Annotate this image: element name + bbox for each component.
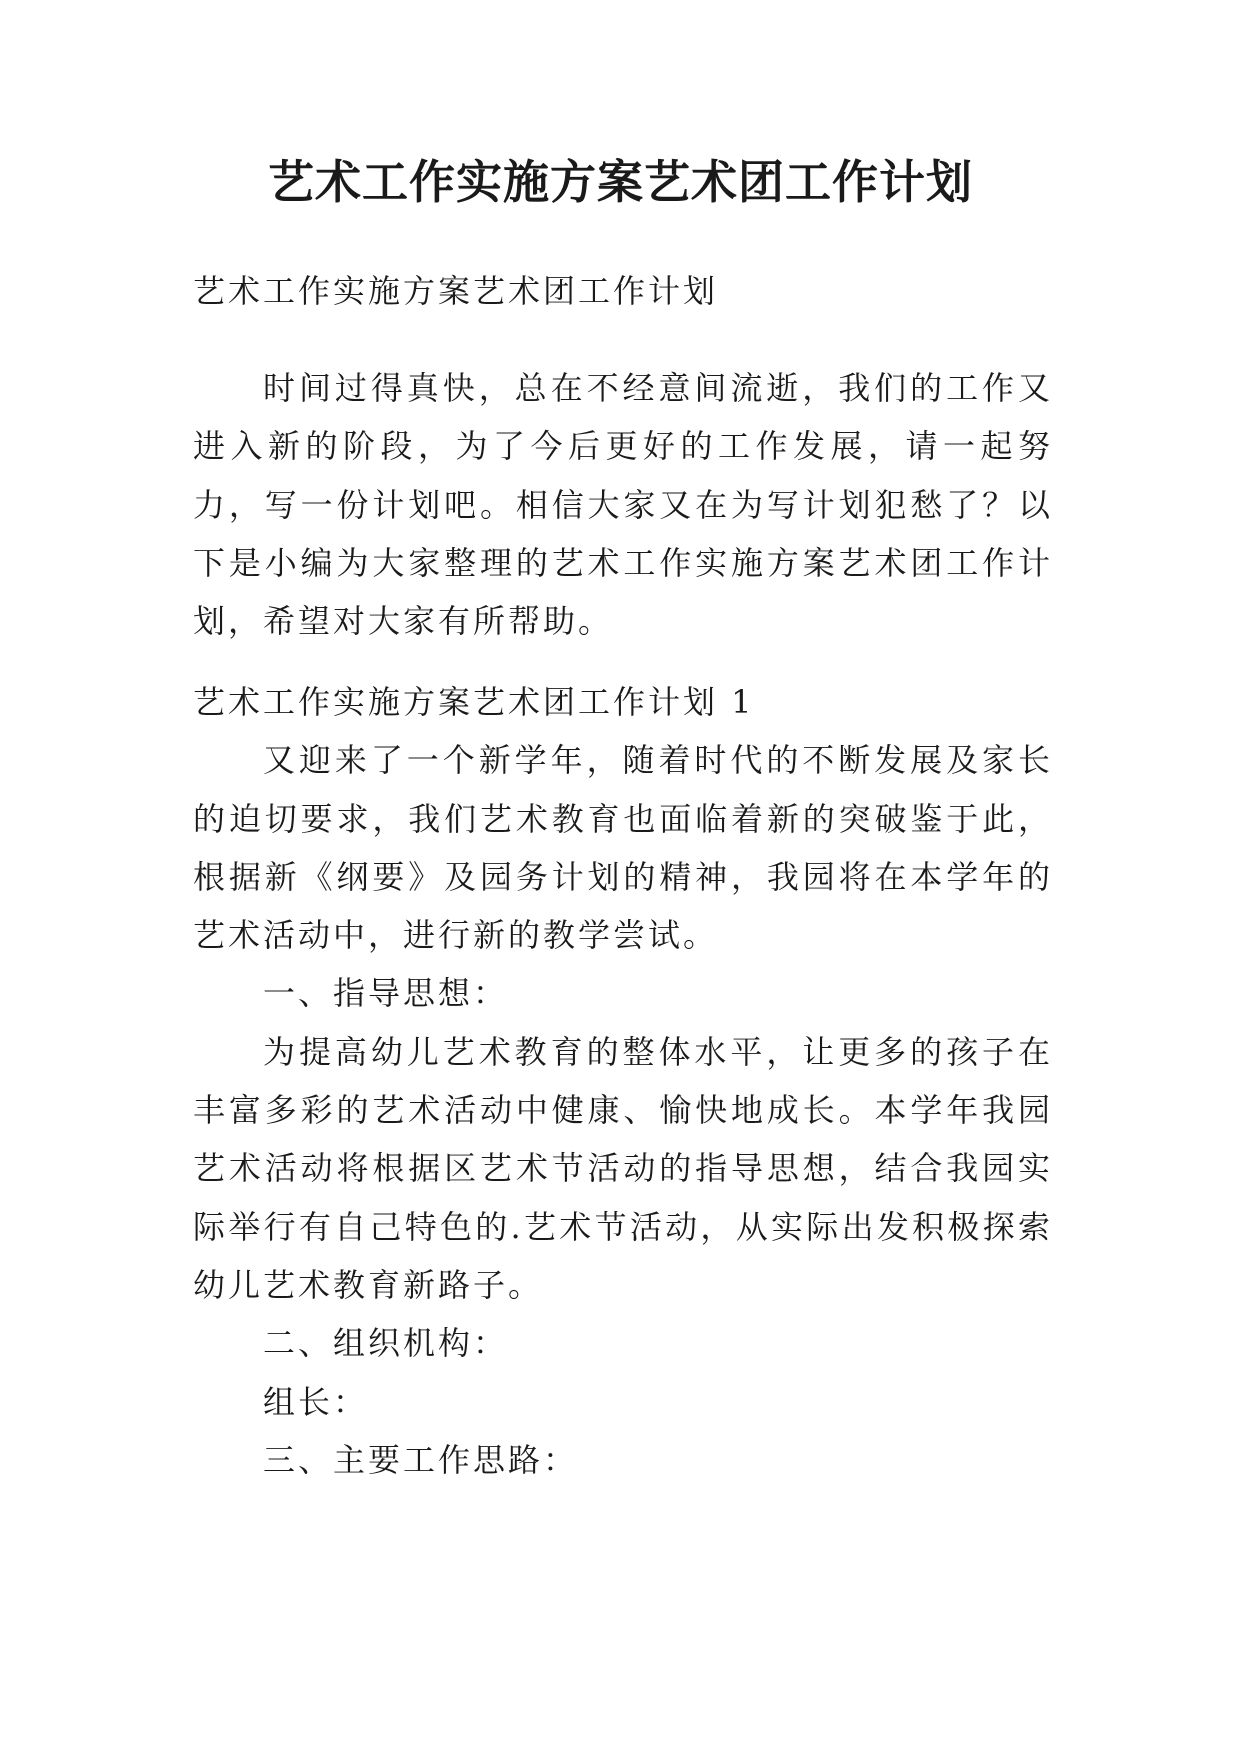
heading-work: 三、主要工作思路： xyxy=(263,1440,579,1479)
document-subtitle-block xyxy=(193,262,1053,320)
org-leader: 组长： xyxy=(263,1382,369,1421)
document-title: 艺术工作实施方案艺术团工作计划 xyxy=(268,155,973,209)
heading-guiding: 一、指导思想： xyxy=(263,974,509,1013)
section1-paragraph: 又迎来了一个新学年，随着时代的不断发展及家长的迫切要求，我们艺术教育也面临着新的突破鉴于此，根据新《纲要》及园务计划的精神，我园将在本学年的艺术活动中，进行新的教学尝试。 xyxy=(193,741,1053,955)
guiding-paragraph: 为提高幼儿艺术教育的整体水平，让更多的孩子在丰富多彩的艺术活动中健康、愉快地成长。本学年我园艺术活动将根据区艺术节活动的指导思想，结合我园实际举行有自己特色的.艺术节活动，从实际出发积极探索幼儿艺术教育新路子。 xyxy=(193,1032,1053,1304)
document-subtitle: 艺术工作实施方案艺术团工作计划 xyxy=(193,272,719,310)
section1-block xyxy=(193,673,1053,1489)
heading-org: 二、组织机构： xyxy=(263,1324,509,1363)
intro-block xyxy=(193,359,1053,650)
intro-paragraph: 时间过得真快，总在不经意间流逝，我们的工作又进入新的阶段，为了今后更好的工作发展，请一起努力，写一份计划吧。相信大家又在为写计划犯愁了？以下是小编为大家整理的艺术工作实施方案艺术团工作计划，希望对大家有所帮助。 xyxy=(193,369,1053,641)
section1-heading: 艺术工作实施方案艺术团工作计划 1 xyxy=(193,683,755,721)
